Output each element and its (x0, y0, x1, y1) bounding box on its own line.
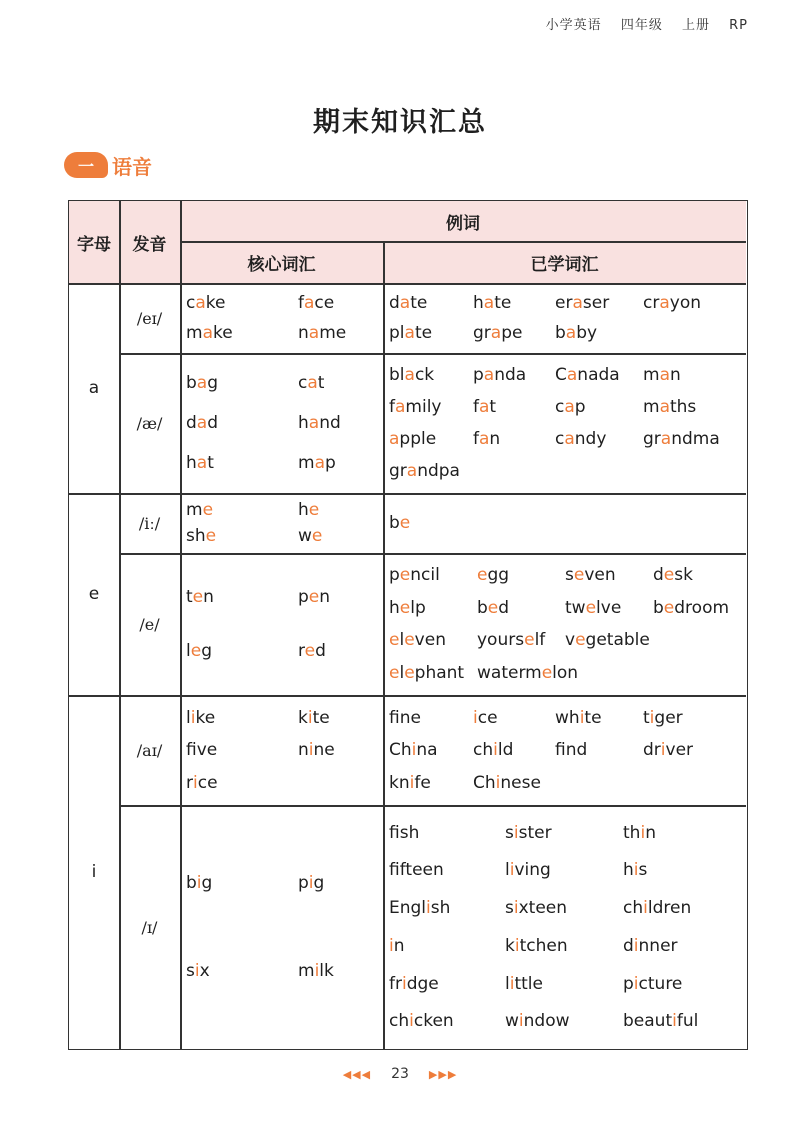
next-arrows-icon: ▶▶▶ (428, 1067, 458, 1081)
example-word: fridge (389, 973, 439, 994)
example-word: face (298, 293, 335, 313)
example-word: crayon (643, 293, 702, 313)
example-word: twelve (565, 597, 622, 618)
header-volume: 上册 (681, 18, 710, 33)
example-word: red (298, 641, 326, 661)
header-examples: 例词 (446, 213, 480, 234)
example-word: be (389, 513, 411, 533)
example-word: vegetable (565, 630, 650, 651)
example-word: she (186, 526, 217, 547)
example-word: seven (565, 565, 616, 586)
example-word: grape (473, 323, 523, 343)
example-word: leg (186, 641, 212, 661)
example-word: cap (555, 397, 586, 417)
example-word: fne (389, 707, 421, 728)
example-word: pen (298, 587, 331, 607)
example-word: Chinese (473, 772, 541, 793)
example-word: fnd (555, 740, 588, 760)
section-heading (64, 150, 152, 180)
example-word: candy (555, 429, 607, 449)
example-word: eleven (389, 630, 446, 651)
example-word: baby (555, 323, 598, 343)
example-word: me (186, 499, 214, 520)
example-word: maths (643, 397, 697, 417)
example-word: hat (186, 453, 214, 473)
example-word: nine (298, 740, 335, 760)
example-word: cake (186, 293, 226, 313)
example-word: grandpa (389, 461, 460, 481)
table-line (383, 241, 385, 1049)
example-word: family (389, 397, 442, 417)
example-word: kite (298, 707, 330, 728)
header-learned-words: 已学词汇 (530, 254, 599, 275)
example-word: name (298, 323, 347, 343)
table-line (119, 201, 121, 1049)
example-word: beautiful (623, 1011, 699, 1032)
example-word: sister (505, 822, 552, 843)
core-words-i (180, 805, 383, 1049)
core-words-ii (180, 493, 383, 553)
table-line (69, 695, 746, 697)
example-word: rice (186, 772, 218, 793)
example-word: fat (473, 397, 497, 417)
example-word: thin (623, 822, 656, 843)
table-line (69, 283, 746, 285)
example-word: six (186, 961, 210, 981)
sound-ei: /eɪ/ (136, 308, 163, 328)
example-word: ten (186, 587, 214, 607)
sound-e: /e/ (139, 614, 160, 634)
example-word: help (389, 597, 426, 618)
sound-i: /ɪ/ (141, 917, 158, 937)
learned-words-ae (383, 353, 746, 493)
learned-words-ai (383, 695, 746, 805)
example-word: Canada (555, 365, 620, 385)
example-word: he (298, 499, 320, 520)
example-word: plate (389, 323, 433, 343)
example-word: hand (298, 413, 341, 433)
example-word: white (555, 707, 602, 728)
example-word: apple (389, 429, 437, 449)
example-word: bed (477, 597, 510, 618)
example-word: bag (186, 373, 219, 393)
example-word: cat (298, 373, 325, 393)
example-word: grandma (643, 429, 720, 449)
example-word: date (389, 293, 428, 313)
example-word: driver (643, 740, 694, 760)
table-line (69, 493, 746, 495)
example-word: yourself (477, 630, 546, 651)
table-line (119, 353, 746, 355)
table-line (119, 553, 746, 555)
example-word: eraser (555, 293, 610, 313)
sound-ai: /aɪ/ (136, 740, 163, 760)
example-word: in (389, 935, 405, 956)
example-word: his (623, 860, 648, 881)
example-word: milk (298, 961, 334, 981)
prev-arrows-icon: ◀◀◀ (342, 1067, 372, 1081)
example-word: ice (473, 707, 498, 728)
learned-words-ei (383, 283, 746, 353)
example-word: chicken (389, 1011, 454, 1032)
sound-ii: /iː/ (138, 513, 161, 533)
example-word: desk (653, 565, 693, 586)
letter-e: e (88, 584, 100, 604)
letter-i: i (91, 862, 97, 882)
example-word: children (623, 898, 692, 919)
letter-a: a (88, 378, 100, 398)
example-word: tiger (643, 707, 683, 728)
table-line (180, 241, 746, 243)
page-title: 期末知识汇总 (313, 107, 487, 138)
example-word: pig (298, 873, 325, 893)
example-word: bedroom (653, 597, 730, 618)
example-word: egg (477, 565, 510, 586)
example-word: ffteen (389, 860, 444, 881)
example-word: panda (473, 365, 527, 385)
core-words-ai (180, 695, 383, 805)
section-number-badge: 一 (64, 152, 108, 178)
sound-ae: /æ/ (136, 413, 163, 433)
example-word: we (298, 526, 323, 547)
example-word: little (505, 973, 543, 994)
header-sound: 发音 (132, 234, 167, 255)
example-word: fan (473, 429, 501, 449)
example-word: elephant (389, 662, 465, 683)
learned-words-ii (383, 493, 746, 553)
example-word: fve (186, 740, 218, 760)
example-word: China (389, 740, 438, 760)
example-word: knife (389, 772, 431, 793)
example-word: picture (623, 973, 683, 994)
example-word: like (186, 707, 216, 728)
page-number: 23 (391, 1066, 409, 1082)
page-header (532, 14, 748, 33)
table-line (180, 201, 182, 1049)
example-word: map (298, 453, 336, 473)
example-word: make (186, 323, 233, 343)
example-word: living (505, 860, 551, 881)
example-word: big (186, 873, 213, 893)
example-word: kitchen (505, 935, 568, 956)
header-grade: 四年级 (620, 18, 663, 33)
page-footer (0, 1066, 800, 1082)
header-letter: 字母 (77, 234, 111, 255)
learned-words-e (383, 553, 746, 695)
example-word: fsh (389, 822, 420, 843)
example-word: black (389, 365, 435, 385)
core-words-ei (180, 283, 383, 353)
example-word: window (505, 1011, 570, 1032)
example-word: watermelon (477, 662, 579, 683)
core-words-ae (180, 353, 383, 493)
example-word: sixteen (505, 898, 568, 919)
phonics-table (68, 200, 748, 1050)
example-word: English (389, 898, 451, 919)
example-word: pencil (389, 565, 440, 586)
header-subject: 小学英语 (545, 18, 602, 33)
core-words-e (180, 553, 383, 695)
learned-words-i (383, 805, 746, 1049)
example-word: dad (186, 413, 219, 433)
header-core-words: 核心词汇 (247, 254, 316, 275)
section-title: 语音 (112, 154, 152, 179)
table-line (119, 805, 746, 807)
example-word: child (473, 740, 514, 760)
example-word: man (643, 365, 681, 385)
example-word: dinner (623, 935, 678, 956)
header-edition: RP (729, 18, 748, 33)
example-word (653, 630, 752, 650)
example-word: hate (473, 293, 512, 313)
